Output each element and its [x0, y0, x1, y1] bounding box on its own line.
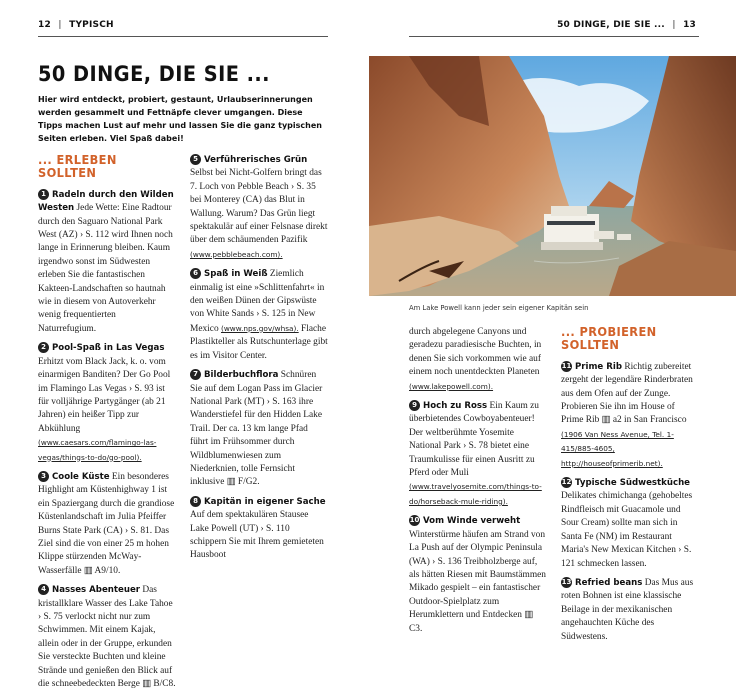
column-4: [561, 326, 699, 650]
item-body: Richtig zubereitet zergeht der legendäre Rinderbraten aus dem Ofen auf der Zunge. Probieren Sie ihn im House of Prime Rib ▥ a2 in San Francisco: [561, 361, 693, 426]
list-item: [190, 496, 328, 563]
column-3: [409, 326, 547, 642]
page-title: 50 DINGE, DIE SIE ...: [38, 62, 270, 86]
item-link[interactable]: (1906 Van Ness Avenue, Tel. 1-415/885-4605, http://houseofprimerib.net).: [561, 429, 674, 468]
header-section: TYPISCH: [69, 20, 114, 30]
list-item: [561, 577, 699, 644]
item-number: 13: [561, 577, 572, 586]
header-separator: |: [672, 20, 676, 30]
item-body: Auf dem spektakulären Stausee Lake Powell (UT) › S. 110 schippern Sie mit Ihrem gemieteten Hausboot: [190, 510, 324, 561]
list-item: [190, 369, 328, 490]
item-body: Ziemlich einmalig ist eine »Schlittenfahrt« in den weißen Dünen der Gipswüste von White Sands › S. 125 in New Mexico: [190, 269, 325, 334]
item-link[interactable]: (www.pebblebeach.com).: [190, 249, 283, 259]
header-rule-right: [409, 36, 699, 37]
item-number: 3: [38, 471, 49, 482]
item-body: Ein Kaum zu überbietendes Cowboyabenteuer! Der weltberühmte Yosemite National Park › S. 78 bietet eine Traumkulisse für einen Ausritt zu Pferd oder Muli: [409, 401, 539, 479]
list-item: [561, 477, 699, 571]
list-item: [38, 471, 176, 578]
item-heading: Prime Rib: [575, 361, 622, 372]
item-number: 2: [38, 342, 49, 353]
list-item: [409, 515, 547, 636]
list-item: [190, 268, 328, 363]
item-heading: Nasses Abenteuer: [52, 585, 141, 596]
section-heading-probieren: ... PROBIEREN SOLLTEN: [561, 325, 657, 353]
running-header-right: [557, 20, 696, 30]
item-link[interactable]: (www.nps.gov/whsa).: [220, 323, 299, 333]
list-item-continued: durch abgelegene Canyons und geradezu paradiesische Buchten, in denen Sie sich vorkommen wie auf einem noch unentdeckten Planeten (www.lakepowell.com).: [409, 327, 542, 391]
item-heading: Coole Küste: [52, 471, 110, 482]
item-heading: Refried beans: [575, 577, 643, 588]
list-item: [38, 189, 176, 336]
item-link[interactable]: (www.travelyosemite.com/things-to-do/horseback-mule-riding).: [409, 482, 542, 506]
item-heading: Vom Winde verweht: [423, 516, 521, 527]
column-1: [38, 154, 176, 697]
item-body: Das Mus aus roten Bohnen ist eine klassische Beilage in der mexikanischen angehauchten Küche des Südwestens.: [561, 577, 694, 642]
page-number-right: 13: [683, 20, 696, 30]
item-number: 6: [190, 268, 201, 279]
list-item: [190, 154, 328, 262]
item-body: Schnüren Sie auf dem Logan Pass im Glacier National Park (MT) › S. 163 ihre Wanderstiefel für den Hidden Lake Trail. Der ca. 13 km lange Pfad führt im Frühsommer durch Wildblumenwiesen zum Niederknien, tolle Fernsicht inklusive ▥ F/G2.: [190, 370, 323, 488]
item-heading: Pool-Spaß in Las Vegas: [52, 343, 165, 354]
item-body-tail: Flache Plastikteller als Rutschunterlage gibt es im Visitor Center.: [190, 323, 328, 361]
intro-text: Hier wird entdeckt, probiert, gestaunt, Urlaubserinnerungen werden gesammelt und Fettnäpfe clever umgangen. Diese Tipps machen Lust auf mehr und lassen Sie die ganz typischen Seiten erleben. Viel Spaß dabei!: [38, 95, 322, 143]
list-item: [38, 342, 176, 465]
item-heading: Spaß in Weiß: [204, 269, 268, 280]
item-heading: Bilderbuchflora: [204, 370, 279, 381]
lake-powell-photo: [369, 56, 736, 296]
item-number: 7: [190, 369, 201, 380]
item-number: 12: [561, 478, 572, 487]
item-number: 9: [409, 400, 420, 411]
item-number: 5: [190, 154, 201, 165]
list-item: [409, 400, 547, 509]
item-number: 4: [38, 584, 49, 595]
item-heading: Radeln durch den Wilden Westen: [38, 189, 174, 214]
item-body: Selbst bei Nicht-Golfern bringt das 7. Loch von Pebble Beach › S. 35 bei Monterey (CA) das Blut in Wallung. Warum? Das Grün liegt spektakulär auf einer Felsnase direkt über dem schäumenden Pazifik: [190, 168, 328, 246]
item-link[interactable]: (www.caesars.com/flamingo-las-vegas/things-to-do/go-pool).: [38, 438, 157, 462]
item-link[interactable]: (www.lakepowell.com).: [409, 381, 494, 391]
photo-caption: Am Lake Powell kann jeder sein eigener Kapitän sein: [409, 304, 589, 312]
header-title: 50 DINGE, DIE SIE ...: [557, 20, 665, 30]
item-body: Winterstürme häufen am Strand von La Push auf der Olympic Peninsula (WA) › S. 136 Treibholzberge auf, als hätten Riesen mit Baumstämmen Mikado gespielt – ein fantastischer Outdoor-Spielplatz zum Herumklettern und Entdecken ▥ C3.: [409, 529, 546, 634]
running-header-left: [38, 20, 114, 30]
item-heading: Hoch zu Ross: [423, 401, 488, 412]
item-number: 11: [561, 361, 572, 370]
column-2: [190, 154, 328, 569]
list-item: [561, 361, 699, 471]
item-heading: Typische Südwestküche: [575, 478, 691, 489]
item-heading: Verführerisches Grün: [204, 155, 308, 165]
list-item: [38, 584, 176, 691]
item-number: 8: [190, 496, 201, 507]
section-heading-erleben: ... ERLEBEN SOLLTEN: [38, 153, 117, 181]
item-body: Erhitzt vom Black Jack, k. o. vom einarmigen Banditen? Der Go Pool im Flamingo Las Vegas › S. 93 ist für volljährige Partygänger (ab 21 Jahren) ein heißer Tipp zur Abkühlung: [38, 356, 171, 434]
item-number: 10: [409, 516, 420, 525]
item-body: Delikates chimichanga (gehobeltes Rindfleisch mit Guacamole und Sour Cream) sollte man sich in Santa Fe (NM) im Restaurant Maria's New Mexican Kitchen › S. 121 schmecken lassen.: [561, 491, 693, 569]
page-number-left: 12: [38, 20, 51, 30]
houseboat-canyon-image: [369, 56, 736, 296]
item-number: 1: [38, 189, 49, 200]
header-separator: |: [58, 20, 62, 30]
item-heading: Kapitän in eigener Sache: [204, 496, 326, 507]
item-body: Jede Wette: Eine Radtour durch den Saguaro National Park West (AZ) › S. 112 wird Ihnen noch lange in Erinnerung bleiben. Kaum irgendwo sonst im Südwesten erleben Sie die fantastischen Kakteen-Landschaften so hautnah wie in diesem von Autoverkehr wenig frequentierten Naturrefugium.: [38, 203, 173, 334]
header-rule-left: [38, 36, 328, 37]
item-body: Das kristallklare Wasser des Lake Tahoe › S. 75 verlockt nicht nur zum Schwimmen. Mit einem Kajak, allein oder in der Gruppe, erkunden Sie versteckte Buchten und kleine Strände und genießen den Blick auf die schneebedeckten Berge ▥ B/C8.: [38, 585, 176, 690]
item-body: Ein besonderes Highlight am Küstenhighway 1 ist ein Spaziergang durch die grandiose Küstenlandschaft im Julia Pfeiffer Burns State Park (CA) › S. 81. Das Ziel sind die von einer 25 m hohen Klippe stürzenden McWay-Wasserfälle ▥ A9/10.: [38, 471, 175, 576]
